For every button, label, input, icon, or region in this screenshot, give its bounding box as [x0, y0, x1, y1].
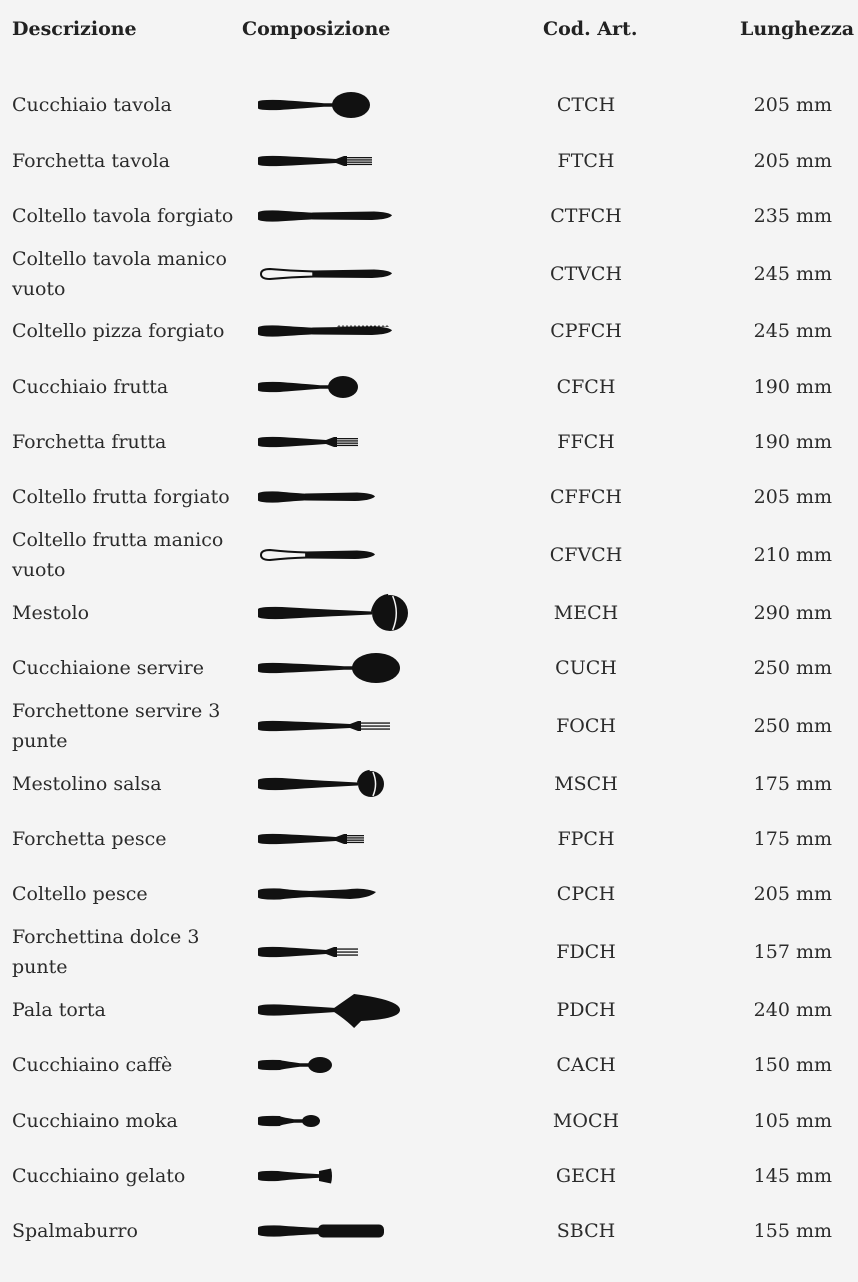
row-length: 190 mm — [753, 431, 832, 453]
fruit-spoon-icon — [258, 367, 418, 407]
sauce-ladle-icon — [258, 764, 418, 804]
row-length: 145 mm — [753, 1165, 832, 1187]
table-row — [0, 131, 858, 191]
butter-spreader-icon — [258, 1211, 418, 1251]
table-row — [0, 357, 858, 417]
row-length: 240 mm — [753, 999, 832, 1021]
row-code: MSCH — [554, 773, 618, 795]
table-row — [0, 583, 858, 643]
header-composition: Composizione — [242, 18, 391, 40]
row-description: Cucchiaino moka — [12, 1110, 178, 1132]
row-code: FFCH — [557, 431, 615, 453]
row-length: 205 mm — [753, 486, 832, 508]
header-description: Descrizione — [12, 18, 137, 40]
row-description: Coltello frutta manico vuoto — [12, 529, 224, 581]
row-code: CFFCH — [549, 486, 623, 508]
header-length: Lunghezza — [740, 18, 855, 40]
row-length: 155 mm — [753, 1220, 832, 1242]
dessert-fork-icon — [258, 932, 418, 972]
row-length: 250 mm — [753, 657, 832, 679]
row-description: Pala torta — [12, 999, 106, 1021]
ladle-icon — [258, 593, 418, 633]
cake-server-icon — [258, 990, 418, 1030]
ice-cream-spoon-icon — [258, 1156, 418, 1196]
row-code: CUCH — [555, 657, 617, 679]
row-length: 245 mm — [753, 263, 832, 285]
row-code: SBCH — [556, 1220, 616, 1242]
row-code: FPCH — [557, 828, 615, 850]
fruit-knife-hollow-icon — [258, 535, 418, 575]
row-description: Forchetta tavola — [12, 150, 170, 172]
row-code: GECH — [555, 1165, 617, 1187]
row-code: CPFCH — [550, 320, 622, 342]
table-row — [0, 809, 858, 869]
row-description: Forchettone servire 3 punte — [12, 700, 221, 752]
row-description: Coltello pizza forgiato — [12, 320, 225, 342]
row-length: 235 mm — [753, 205, 832, 227]
table-row — [0, 1146, 858, 1206]
row-description: Spalmaburro — [12, 1220, 138, 1242]
table-spoon-icon — [258, 85, 418, 125]
row-description: Coltello pesce — [12, 883, 148, 905]
row-length: 190 mm — [753, 376, 832, 398]
row-code: CACH — [556, 1054, 616, 1076]
row-code: FTCH — [557, 150, 615, 172]
row-description: Cucchiaino gelato — [12, 1165, 186, 1187]
table-row — [0, 922, 858, 982]
row-length: 150 mm — [753, 1054, 832, 1076]
row-description: Forchetta pesce — [12, 828, 167, 850]
fish-fork-icon — [258, 819, 418, 859]
serving-fork-icon — [258, 706, 418, 746]
row-length: 105 mm — [753, 1110, 832, 1132]
table-row — [0, 864, 858, 924]
row-length: 250 mm — [753, 715, 832, 737]
table-row — [0, 186, 858, 246]
fruit-knife-forged-icon — [258, 477, 418, 517]
table-row — [0, 638, 858, 698]
row-description: Coltello tavola manico vuoto — [12, 248, 227, 300]
row-description: Cucchiaino caffè — [12, 1054, 173, 1076]
table-row — [0, 467, 858, 527]
row-code: FDCH — [556, 941, 616, 963]
row-length: 210 mm — [753, 544, 832, 566]
row-description: Mestolino salsa — [12, 773, 162, 795]
fish-knife-icon — [258, 874, 418, 914]
pizza-knife-icon — [258, 311, 418, 351]
row-length: 205 mm — [753, 94, 832, 116]
row-code: CTFCH — [550, 205, 622, 227]
row-code: CFCH — [556, 376, 616, 398]
table-row — [0, 1201, 858, 1261]
table-row — [0, 696, 858, 756]
row-description: Forchettina dolce 3 punte — [12, 926, 200, 978]
row-length: 157 mm — [753, 941, 832, 963]
row-length: 175 mm — [753, 773, 832, 795]
row-length: 205 mm — [753, 150, 832, 172]
table-header — [0, 0, 858, 58]
row-code: FOCH — [556, 715, 616, 737]
table-row — [0, 754, 858, 814]
table-row — [0, 1035, 858, 1095]
row-description: Cucchiaione servire — [12, 657, 204, 679]
moka-spoon-icon — [258, 1101, 418, 1141]
table-row — [0, 412, 858, 472]
row-code: CTVCH — [549, 263, 623, 285]
table-row — [0, 301, 858, 361]
table-row — [0, 525, 858, 585]
row-description: Mestolo — [12, 602, 90, 624]
row-description: Forchetta frutta — [12, 431, 167, 453]
table-row — [0, 1091, 858, 1151]
row-code: CTCH — [556, 94, 616, 116]
table-fork-icon — [258, 141, 418, 181]
table-row — [0, 244, 858, 304]
row-code: MOCH — [552, 1110, 620, 1132]
serving-spoon-icon — [258, 648, 418, 688]
row-description: Coltello tavola forgiato — [12, 205, 234, 227]
row-description: Cucchiaio frutta — [12, 376, 169, 398]
table-row — [0, 75, 858, 135]
row-length: 175 mm — [753, 828, 832, 850]
row-code: PDCH — [556, 999, 616, 1021]
row-description: Coltello frutta forgiato — [12, 486, 230, 508]
row-description: Cucchiaio tavola — [12, 94, 172, 116]
fruit-fork-icon — [258, 422, 418, 462]
table-row — [0, 980, 858, 1040]
table-knife-forged-icon — [258, 196, 418, 236]
row-length: 245 mm — [753, 320, 832, 342]
table-knife-hollow-icon — [258, 254, 418, 294]
row-length: 290 mm — [753, 602, 832, 624]
row-code: MECH — [553, 602, 619, 624]
header-code: Cod. Art. — [543, 18, 638, 40]
row-length: 205 mm — [753, 883, 832, 905]
row-code: CPCH — [556, 883, 616, 905]
row-code: CFVCH — [549, 544, 623, 566]
coffee-spoon-icon — [258, 1045, 418, 1085]
